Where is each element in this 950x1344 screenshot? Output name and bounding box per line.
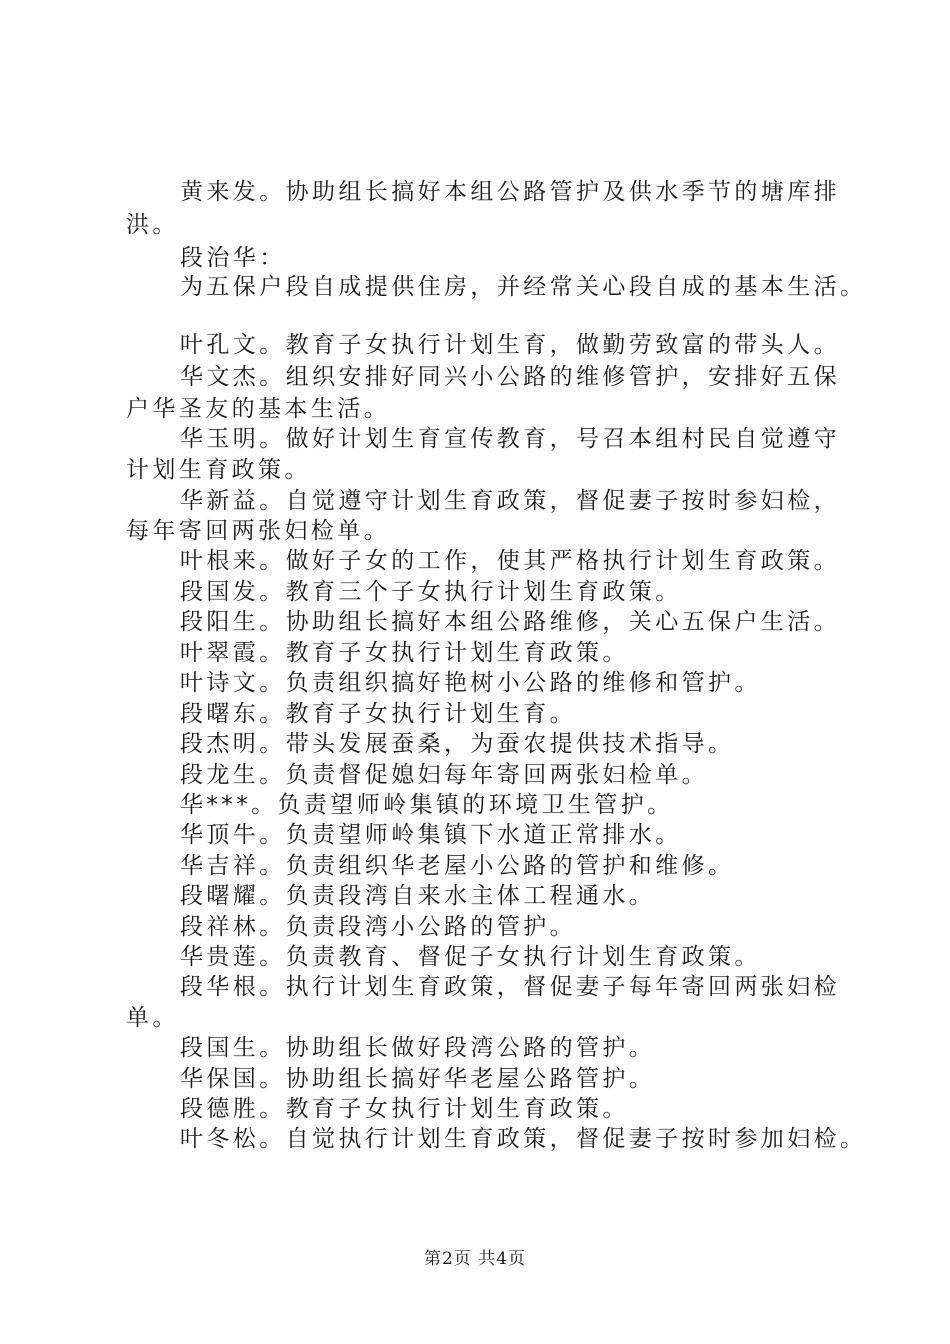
text-line: 单。 [126,1005,179,1031]
text-line: 段曙耀。负责段湾自来水主体工程通水。 [180,883,656,909]
text-line: 叶根来。做好子女的工作，使其严格执行计划生育政策。 [180,548,840,574]
text-line: 叶翠霞。教育子女执行计划生育政策。 [180,640,629,666]
text-line: 段杰明。带头发展蚕桑，为蚕农提供技术指导。 [180,731,735,757]
text-line: 华玉明。做好计划生育宣传教育，号召本组村民自觉遵守 [180,426,840,452]
text-line: 华***。负责望师岭集镇的环境卫生管护。 [180,792,674,818]
text-line: 段德胜。教育子女执行计划生育政策。 [180,1096,629,1122]
text-line: 华文杰。组织安排好同兴小公路的维修管护，安排好五保 [180,364,840,390]
text-line: 叶诗文。负责组织搞好艳树小公路的维修和管护。 [180,670,761,696]
text-line: 叶孔文。教育子女执行计划生育，做勤劳致富的带头人。 [180,332,840,358]
text-line: 段阳生。协助组长搞好本组公路维修，关心五保户生活。 [180,609,840,635]
text-line: 段祥林。负责段湾小公路的管护。 [180,914,576,940]
text-line: 华新益。自觉遵守计划生育政策，督促妻子按时参妇检， [180,488,840,514]
text-line: 为五保户段自成提供住房，并经常关心段自成的基本生活。 [180,274,867,300]
text-line: 叶冬松。自觉执行计划生育政策，督促妻子按时参加妇检。 [180,1126,867,1152]
text-line: 段国生。协助组长做好段湾公路的管护。 [180,1035,656,1061]
text-line: 段国发。教育三个子女执行计划生育政策。 [180,579,682,605]
text-line: 户华圣友的基本生活。 [126,396,390,422]
page-number-footer: 第2页 共4页 [423,1249,527,1269]
text-line: 段治华： [180,245,286,271]
text-line: 华贵莲。负责教育、督促子女执行计划生育政策。 [180,944,761,970]
text-line: 洪。 [126,212,179,238]
text-line: 黄来发。协助组长搞好本组公路管护及供水季节的塘库排 [180,179,840,205]
text-line: 段曙东。教育子女执行计划生育。 [180,701,576,727]
text-line: 段龙生。负责督促媳妇每年寄回两张妇检单。 [180,762,708,788]
text-line: 每年寄回两张妇检单。 [126,518,390,544]
text-line: 华吉祥。负责组织华老屋小公路的管护和维修。 [180,853,735,879]
text-line: 华顶牛。负责望师岭集镇下水道正常排水。 [180,822,682,848]
text-line: 华保国。协助组长搞好华老屋公路管护。 [180,1066,656,1092]
text-line: 段华根。执行计划生育政策，督促妻子每年寄回两张妇检 [180,974,840,1000]
text-line: 计划生育政策。 [126,457,311,483]
